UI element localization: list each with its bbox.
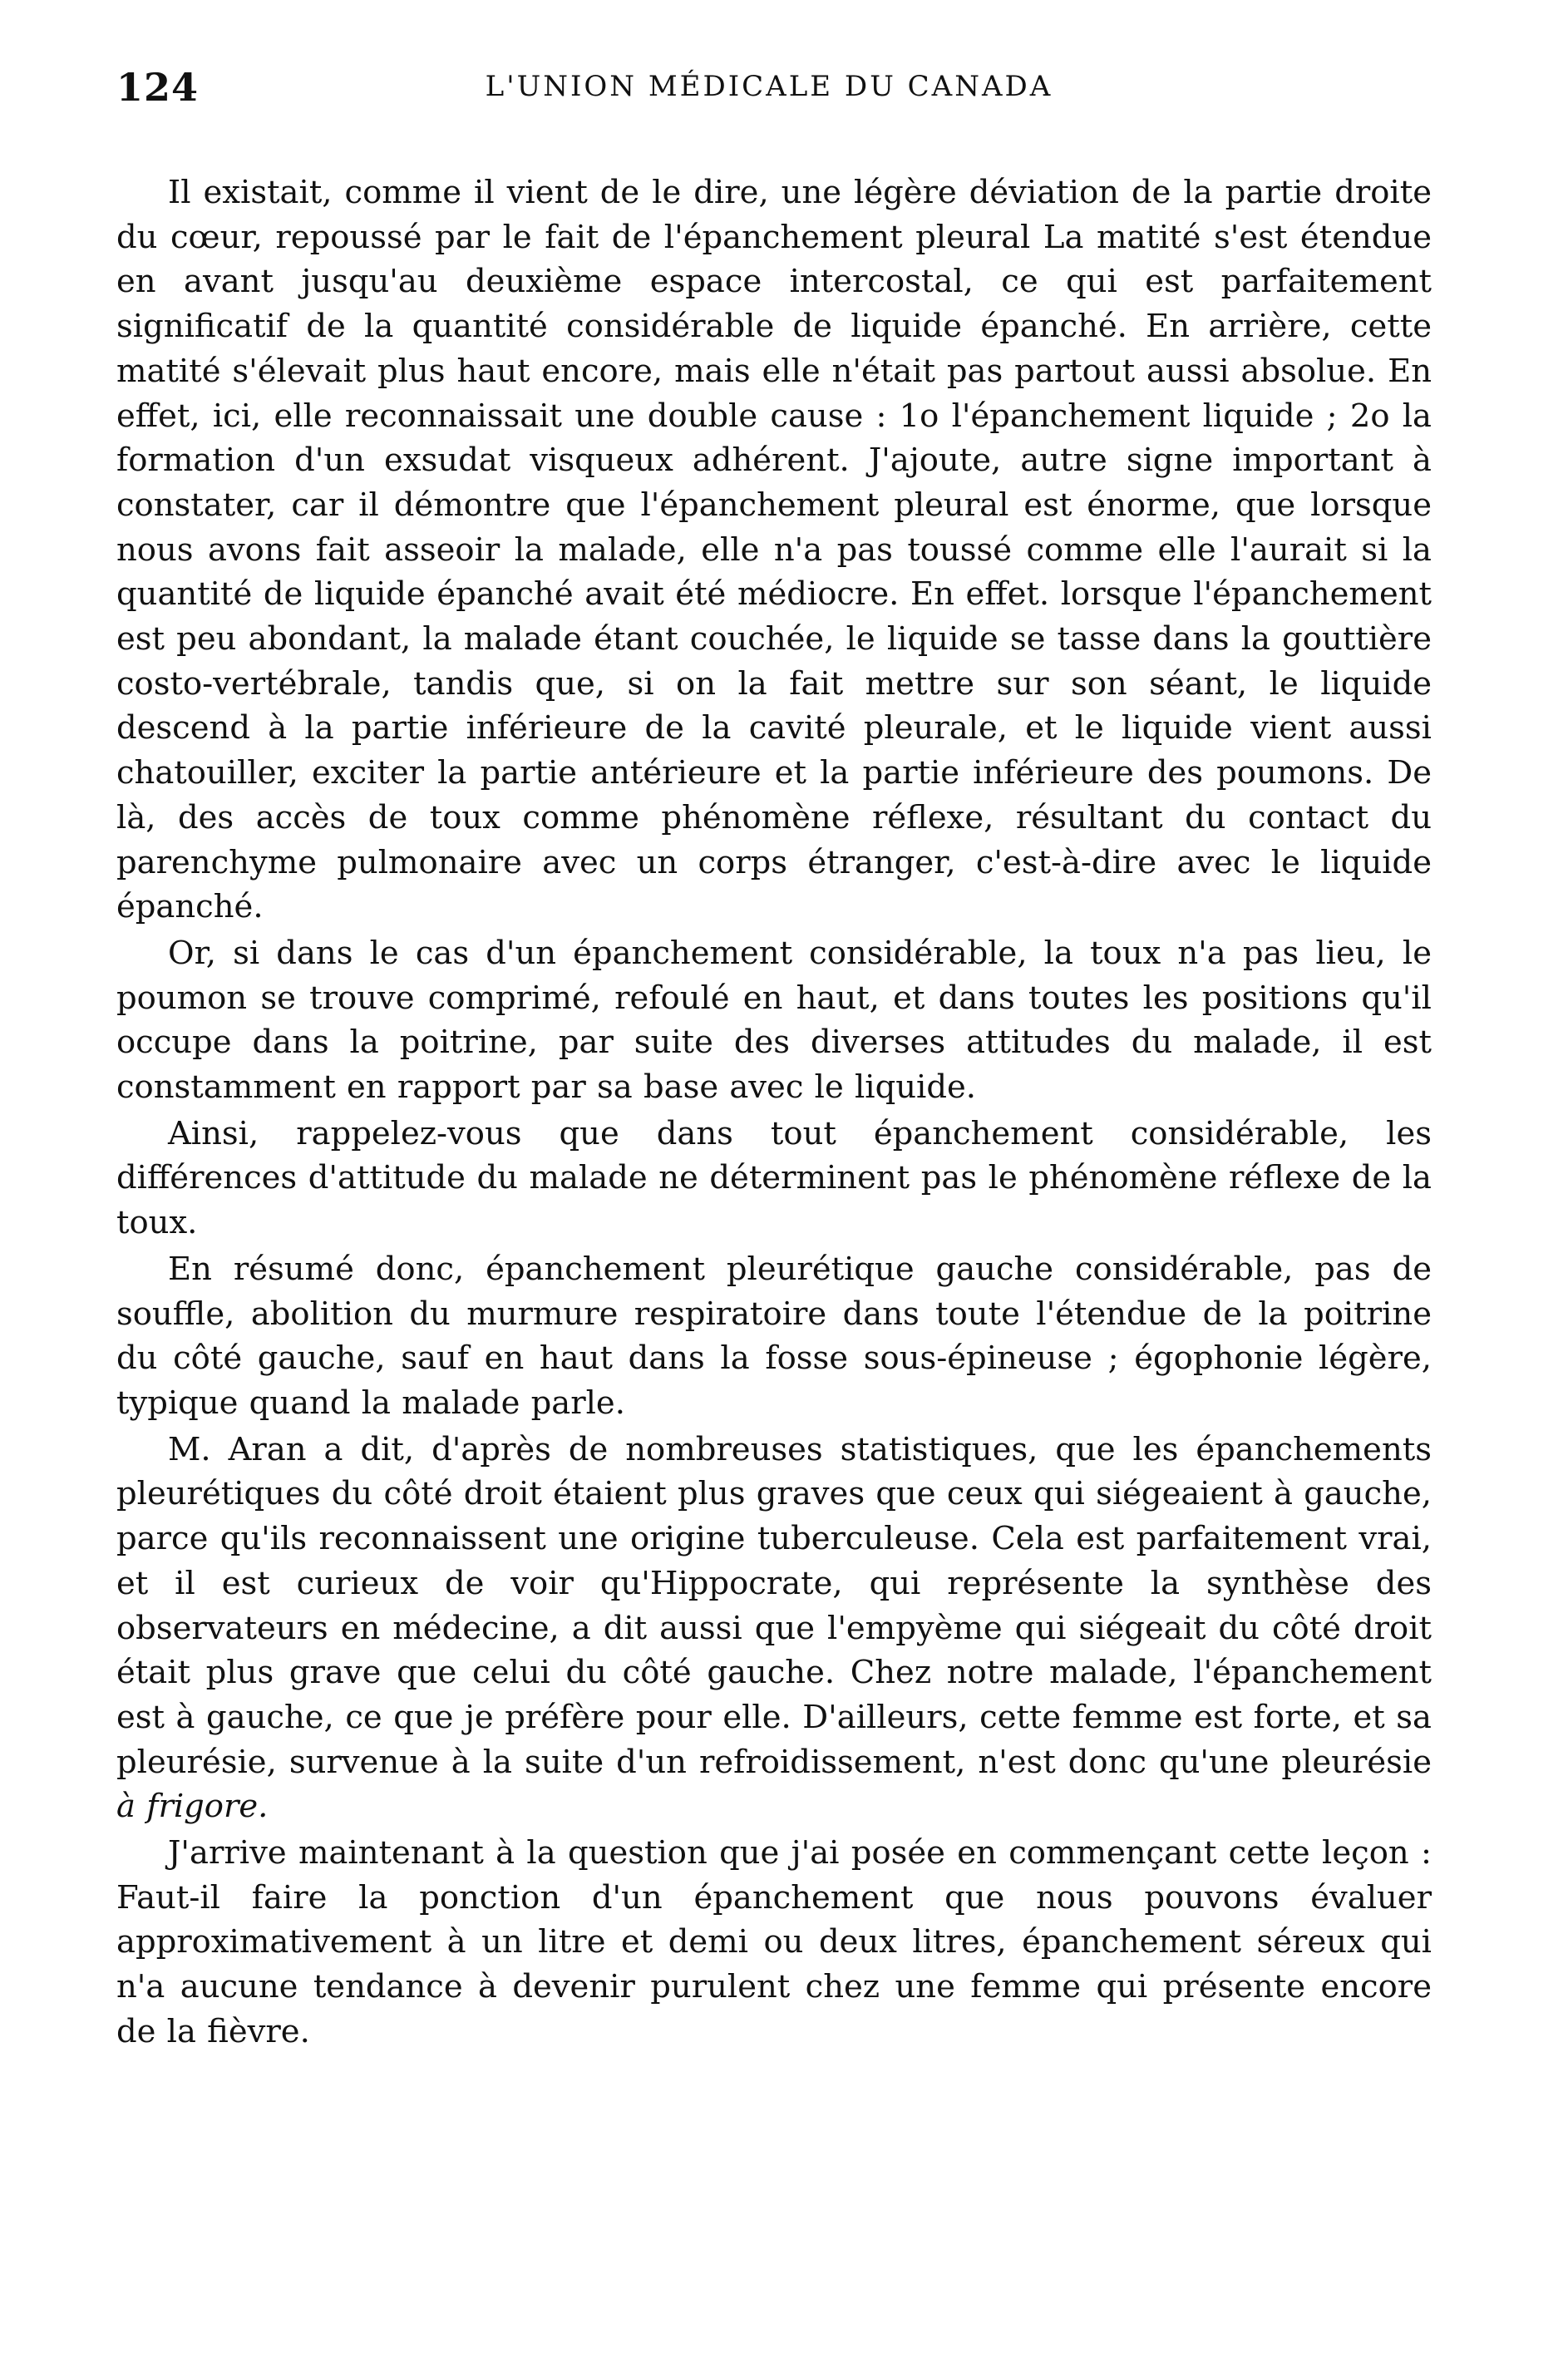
running-title: L'UNION MÉDICALE DU CANADA: [485, 70, 1053, 103]
paragraph-5: [116, 1428, 1432, 1829]
paragraph-6: J'arrive maintenant à la question que j'ai posée en commençant cette leçon : Faut-il faire la ponction d'un épanchement que nous pouvons évaluer approximativement à un litre et demi ou deux litres, épanchement séreux qui n'a aucune tendance à devenir purulent chez une femme qui présente encore de la fièvre.: [116, 1834, 1432, 2050]
paragraph-4: En résumé donc, épanchement pleurétique gauche considérable, pas de souffle, abolition du murmure respiratoire dans toute l'étendue de la poitrine du côté gauche, sauf en haut dans la fosse sous-épineuse ; égophonie légère, typique quand la malade parle.: [116, 1250, 1432, 1422]
article-body: [116, 170, 1432, 2055]
paragraph-1: Il existait, comme il vient de le dire, une légère déviation de la partie droite du cœur, repoussé par le fait de l'épanchement pleural La matité s'est étendue en avant jusqu'au deuxième espace intercostal, ce qui est parfaitement significatif de la quantité considérable de liquide épanché. En arrière, cette matité s'élevait plus haut encore, mais elle n'était pas partout aussi absolue. En effet, ici, elle reconnaissait une double cause : 1o l'épanchement liquide ; 2o la formation d'un exsudat visqueux adhérent. J'ajoute, autre signe important à constater, car il démontre que l'épanchement pleural est énorme, que lorsque nous avons fait asseoir la malade, elle n'a pas toussé comme elle l'aurait si la quantité de liquide épanché avait été médiocre. En effet. lorsque l'épanchement est peu abondant, la malade étant couchée, le liquide se tasse dans la gouttière costo-vertébrale, tandis que, si on la fait mettre sur son séant, le liquide descend à la partie inférieure de la cavité pleurale, et le liquide vient aussi chatouiller, exciter la partie antérieure et la partie inférieure des poumons. De là, des accès de toux comme phénomène réflexe, résultant du contact du parenchyme pulmonaire avec un corps étranger, c'est-à-dire avec le liquide épanché.: [116, 174, 1432, 926]
page-number: 124: [116, 65, 200, 110]
page-header: [116, 65, 1422, 123]
paragraph-3: Ainsi, rappelez-vous que dans tout épanchement considérable, les différences d'attitude du malade ne déterminent pas le phénomène réflexe de la toux.: [116, 1114, 1432, 1242]
paragraph-5-italic: à frigore.: [116, 1788, 269, 1826]
paragraph-5-text: M. Aran a dit, d'après de nombreuses statistiques, que les épanchements pleurétiques du côté droit étaient plus graves que ceux qui siégeaient à gauche, parce qu'ils reconnaissent une origine tuberculeuse. Cela est parfaitement vrai, et il est curieux de voir qu'Hippocrate, qui représente la synthèse des observateurs en médecine, a dit aussi que l'empyème qui siégeait du côté droit était plus grave que celui du côté gauche. Chez notre malade, l'épanchement est à gauche, ce que je préfère pour elle. D'ailleurs, cette femme est forte, et sa pleurésie, survenue à la suite d'un refroidissement, n'est donc qu'une pleurésie: [116, 1430, 1432, 1781]
paragraph-2: Or, si dans le cas d'un épanchement considérable, la toux n'a pas lieu, le poumon se trouve comprimé, refoulé en haut, et dans toutes les positions qu'il occupe dans la poitrine, par suite des diverses attitudes du malade, il est constamment en rapport par sa base avec le liquide.: [116, 934, 1432, 1107]
